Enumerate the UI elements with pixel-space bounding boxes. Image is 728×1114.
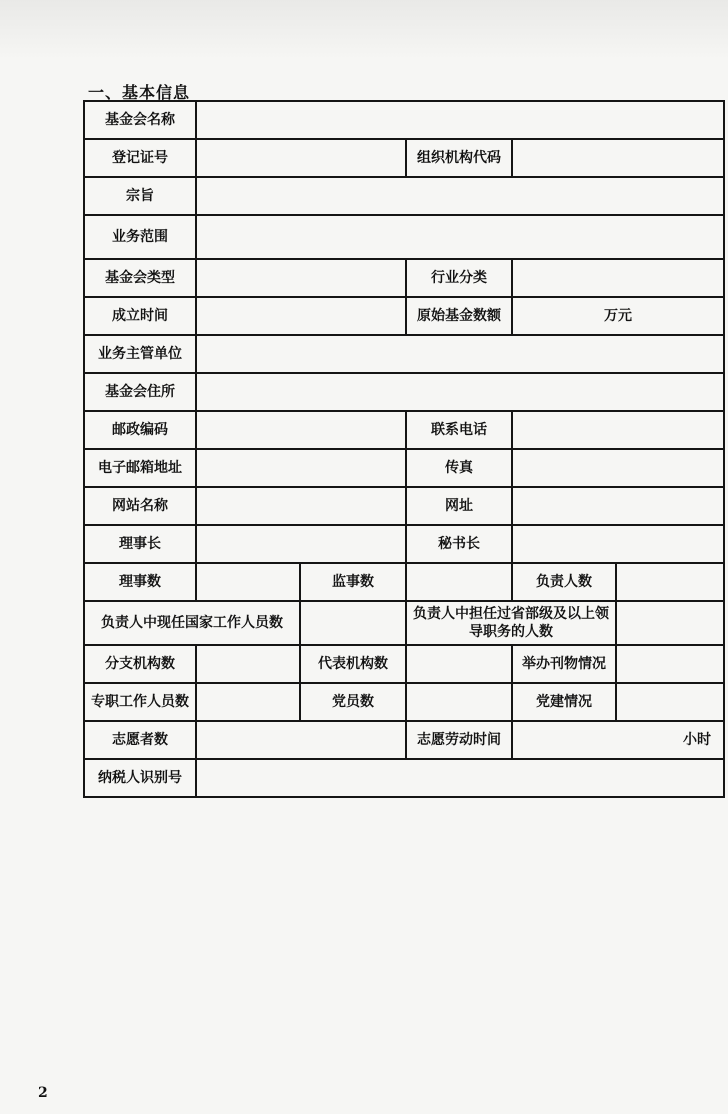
- directors-count-field[interactable]: [196, 563, 300, 601]
- party-building-field[interactable]: [616, 683, 724, 721]
- business-scope-field[interactable]: [196, 215, 724, 259]
- row-chairman: [84, 525, 724, 563]
- address-label: 基金会住所: [84, 373, 196, 411]
- row-business-scope: [84, 215, 724, 259]
- row-website: [84, 487, 724, 525]
- basic-info-table: [83, 100, 725, 798]
- provincial-leaders-label: 负责人中担任过省部级及以上领导职务的人数: [406, 601, 616, 645]
- fulltime-staff-field[interactable]: [196, 683, 300, 721]
- secretary-field[interactable]: [512, 525, 724, 563]
- responsible-count-field[interactable]: [616, 563, 724, 601]
- initial-fund-label: 原始基金数额: [406, 297, 512, 335]
- chairman-label: 理事长: [84, 525, 196, 563]
- row-registration: [84, 139, 724, 177]
- industry-field[interactable]: [512, 259, 724, 297]
- purpose-label: 宗旨: [84, 177, 196, 215]
- email-field[interactable]: [196, 449, 406, 487]
- fax-label: 传真: [406, 449, 512, 487]
- row-volunteers: [84, 721, 724, 759]
- row-address: [84, 373, 724, 411]
- established-field[interactable]: [196, 297, 406, 335]
- website-name-field[interactable]: [196, 487, 406, 525]
- chairman-field[interactable]: [196, 525, 406, 563]
- fulltime-staff-label: 专职工作人员数: [84, 683, 196, 721]
- org-code-field[interactable]: [512, 139, 724, 177]
- supervisors-count-label: 监事数: [300, 563, 406, 601]
- registration-no-field[interactable]: [196, 139, 406, 177]
- foundation-name-field[interactable]: [196, 101, 724, 139]
- rep-offices-field[interactable]: [406, 645, 512, 683]
- provincial-leaders-field[interactable]: [616, 601, 724, 645]
- state-staff-field[interactable]: [300, 601, 406, 645]
- row-officials: [84, 601, 724, 645]
- address-field[interactable]: [196, 373, 724, 411]
- row-type: [84, 259, 724, 297]
- purpose-field[interactable]: [196, 177, 724, 215]
- row-postcode: [84, 411, 724, 449]
- party-building-label: 党建情况: [512, 683, 616, 721]
- state-staff-label: 负责人中现任国家工作人员数: [84, 601, 300, 645]
- party-members-field[interactable]: [406, 683, 512, 721]
- section-title: 一、基本信息: [88, 83, 191, 102]
- responsible-count-label: 负责人数: [512, 563, 616, 601]
- row-purpose: [84, 177, 724, 215]
- rep-offices-label: 代表机构数: [300, 645, 406, 683]
- industry-label: 行业分类: [406, 259, 512, 297]
- publications-label: 举办刊物情况: [512, 645, 616, 683]
- row-counts: [84, 563, 724, 601]
- taxpayer-id-label: 纳税人识别号: [84, 759, 196, 797]
- org-code-label: 组织机构代码: [406, 139, 512, 177]
- email-label: 电子邮箱地址: [84, 449, 196, 487]
- supervisors-count-field[interactable]: [406, 563, 512, 601]
- phone-field[interactable]: [512, 411, 724, 449]
- postcode-label: 邮政编码: [84, 411, 196, 449]
- branches-field[interactable]: [196, 645, 300, 683]
- url-label: 网址: [406, 487, 512, 525]
- row-branches: [84, 645, 724, 683]
- volunteer-hours-field[interactable]: [512, 721, 724, 759]
- row-staff: [84, 683, 724, 721]
- party-members-label: 党员数: [300, 683, 406, 721]
- secretary-label: 秘书长: [406, 525, 512, 563]
- volunteers-field[interactable]: [196, 721, 406, 759]
- directors-count-label: 理事数: [84, 563, 196, 601]
- row-taxpayer: [84, 759, 724, 797]
- branches-label: 分支机构数: [84, 645, 196, 683]
- row-established: [84, 297, 724, 335]
- postcode-field[interactable]: [196, 411, 406, 449]
- page-number: 2: [38, 1085, 48, 1101]
- supervisor-label: 业务主管单位: [84, 335, 196, 373]
- volunteer-hours-unit: 小时: [683, 732, 711, 748]
- foundation-type-label: 基金会类型: [84, 259, 196, 297]
- volunteers-label: 志愿者数: [84, 721, 196, 759]
- initial-fund-field[interactable]: [512, 297, 724, 335]
- foundation-type-field[interactable]: [196, 259, 406, 297]
- row-email: [84, 449, 724, 487]
- foundation-name-label: 基金会名称: [84, 101, 196, 139]
- row-supervisor: [84, 335, 724, 373]
- phone-label: 联系电话: [406, 411, 512, 449]
- publications-field[interactable]: [616, 645, 724, 683]
- registration-no-label: 登记证号: [84, 139, 196, 177]
- business-scope-label: 业务范围: [84, 215, 196, 259]
- established-label: 成立时间: [84, 297, 196, 335]
- volunteer-hours-label: 志愿劳动时间: [406, 721, 512, 759]
- url-field[interactable]: [512, 487, 724, 525]
- supervisor-field[interactable]: [196, 335, 724, 373]
- row-foundation-name: [84, 101, 724, 139]
- website-name-label: 网站名称: [84, 487, 196, 525]
- taxpayer-id-field[interactable]: [196, 759, 724, 797]
- fax-field[interactable]: [512, 449, 724, 487]
- initial-fund-unit: 万元: [604, 308, 632, 324]
